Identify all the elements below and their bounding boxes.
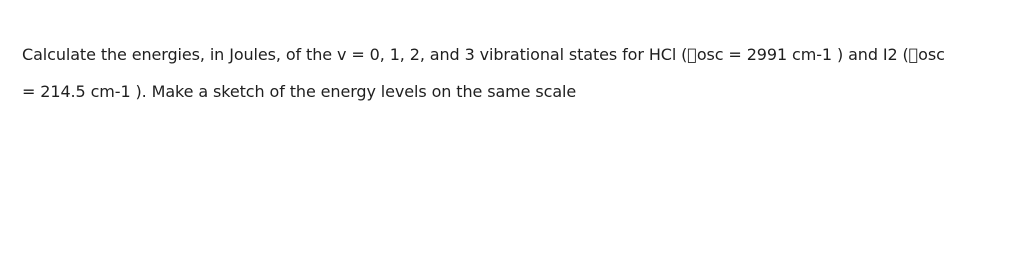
question-text xyxy=(22,36,1012,110)
question-line-2: = 214.5 cm-1 ). Make a sketch of the energy levels on the same scale xyxy=(22,82,577,101)
question-line-1: Calculate the energies, in Joules, of the v = 0, 1, 2, and 3 vibrational states for HCl ( osc = 2991 cm-1 ) and I2 ( osc xyxy=(22,45,945,64)
